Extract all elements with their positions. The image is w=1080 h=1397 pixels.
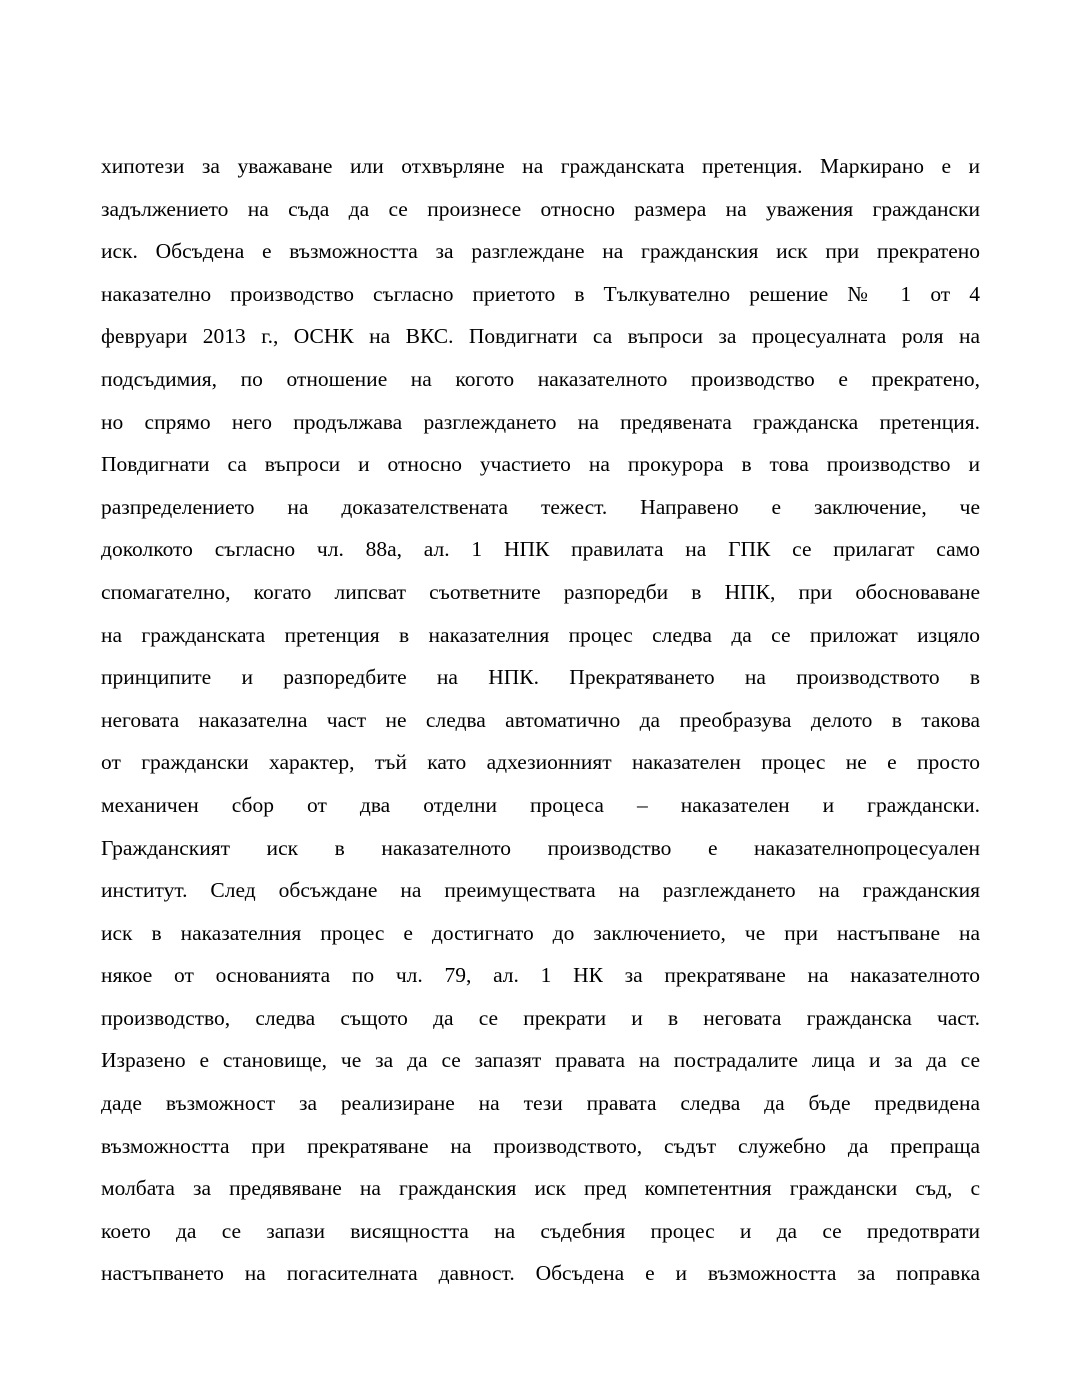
text-line: молбата за предявяване на гражданския иск пред компетентния граждански съд, с	[101, 1176, 980, 1201]
text-line: Гражданският иск в наказателното производство е наказателнопроцесуален	[101, 835, 980, 860]
text-line: разпределението на доказателствената тежест. Направено е заключение, че	[101, 494, 980, 519]
text-line: възможността при прекратяване на производството, съдът служебно да препраща	[101, 1133, 980, 1158]
text-line: наказателно производство съгласно приетото в Тълкувателно решение № 1 от 4	[101, 281, 980, 306]
text-line: февруари 2013 г., ОСНК на ВКС. Повдигнати са въпроси за процесуалната роля на	[101, 324, 980, 349]
text-line: иск в наказателния процес е достигнато до заключението, че при настъпване на	[101, 920, 980, 945]
text-line: Повдигнати са въпроси и относно участието на прокурора в това производство и	[101, 452, 980, 477]
text-line: някое от основанията по чл. 79, ал. 1 НК за прекратяване на наказателното	[101, 963, 980, 988]
text-line: производство, следва същото да се прекрати и в неговата гражданска част.	[101, 1005, 980, 1030]
text-line: иск. Обсъдена е възможността за разглеждане на гражданския иск при прекратено	[101, 239, 980, 264]
text-line: задължението на съда да се произнесе относно размера на уважения граждански	[101, 196, 980, 221]
text-line: Изразено е становище, че за да се запазят правата на пострадалите лица и за да се	[101, 1048, 980, 1073]
text-line: подсъдимия, по отношение на когото наказателното производство е прекратено,	[101, 366, 980, 391]
text-line: принципите и разпоредбите на НПК. Прекратяването на производството в	[101, 665, 980, 690]
text-line: от граждански характер, тъй като адхезионният наказателен процес не е просто	[101, 750, 980, 775]
text-line: което да се запази висящността на съдебния процес и да се предотврати	[101, 1218, 980, 1243]
text-line: доколкото съгласно чл. 88а, ал. 1 НПК правилата на ГПК се прилагат само	[101, 537, 980, 562]
text-line: неговата наказателна част не следва автоматично да преобразува делото в такова	[101, 707, 980, 732]
body-text	[101, 145, 980, 1295]
text-line: настъпването на погасителната давност. Обсъдена е и възможността за поправка	[101, 1261, 980, 1286]
text-line: институт. След обсъждане на преимуществата на разглеждането на гражданския	[101, 878, 980, 903]
text-line: механичен сбор от два отделни процеса – наказателен и граждански.	[101, 792, 980, 817]
text-line: хипотези за уважаване или отхвърляне на гражданската претенция. Маркирано е и	[101, 154, 980, 178]
text-line: на гражданската претенция в наказателния процес следва да се приложат изцяло	[101, 622, 980, 647]
text-line: даде възможност за реализиране на тези правата следва да бъде предвидена	[101, 1091, 980, 1116]
text-line: спомагателно, когато липсват съответните разпоредби в НПК, при обосноваване	[101, 579, 980, 604]
text-line: но спрямо него продължава разглеждането на предявената гражданска претенция.	[101, 409, 980, 434]
